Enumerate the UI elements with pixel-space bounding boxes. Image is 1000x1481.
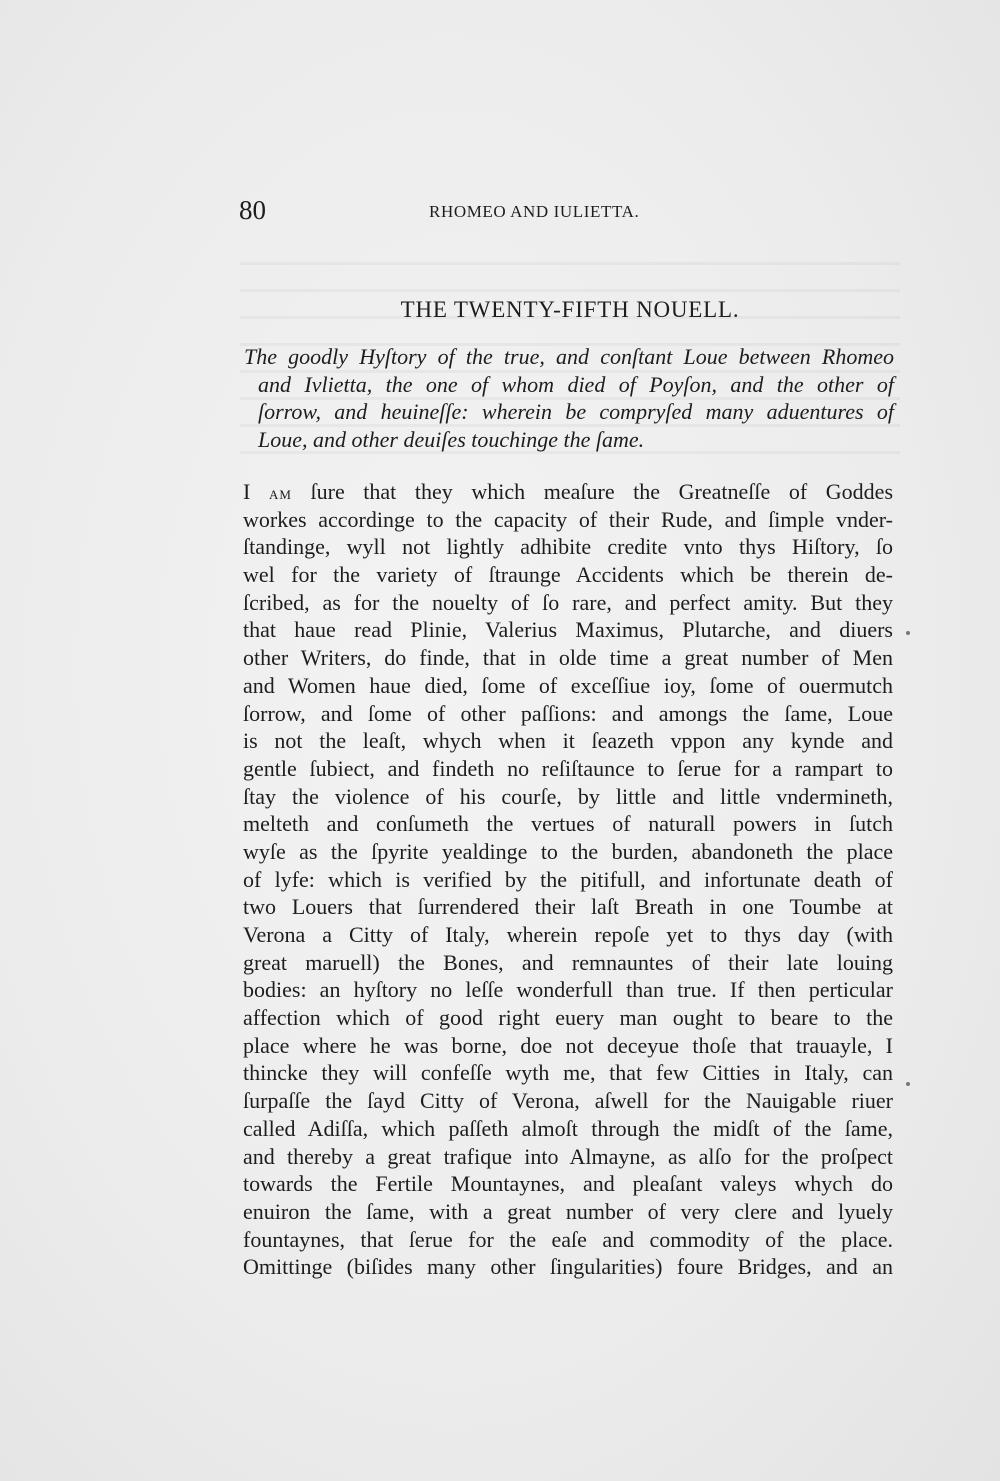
body-line: workes accordinge to the capacity of their Rude, and ſimple vnder- xyxy=(243,506,893,532)
body-line: melteth and conſumeth the vertues of naturall powers in ſutch xyxy=(243,811,893,837)
margin-speck xyxy=(906,631,910,635)
body-line: ſtay the violence of his courſe, by little and little vndermineth, xyxy=(243,783,893,809)
body-line: other Writers, do finde, that in olde time a great number of Men xyxy=(243,645,893,671)
body-line: that haue read Plinie, Valerius Maximus, Plutarche, and diuers xyxy=(243,617,893,643)
body-line: ſtandinge, wyll not lightly adhibite credite vnto thys Hiſtory, ſo xyxy=(243,534,893,560)
body-line: bodies: an hyſtory no leſſe wonderfull than true. If then perticular xyxy=(243,977,893,1003)
running-head: RHOMEO AND IULIETTA. xyxy=(429,202,640,221)
body-line: and Women haue died, ſome of exceſſiue ioy, ſome of ouermutch xyxy=(243,672,893,698)
margin-speck xyxy=(906,1082,910,1086)
argument-line: ſorrow, and heuineſſe: wherein be compryſed many aduentures of xyxy=(258,399,894,424)
argument-line: Loue, and other deuiſes touchinge the ſame. xyxy=(258,426,645,452)
body-line: ſcribed, as for the nouelty of ſo rare, and perfect amity. But they xyxy=(243,589,893,615)
body-line: wyſe as the ſpyrite yealdinge to the burden, abandoneth the place xyxy=(243,838,893,864)
body-line: thincke they will confeſſe wyth me, that few Citties in Italy, can xyxy=(243,1060,893,1086)
body-line: fountaynes, that ſerue for the eaſe and commodity of the place. xyxy=(243,1226,893,1252)
body-line: Omittinge (biſides many other ſingularities) foure Bridges, and an xyxy=(243,1254,893,1280)
body-line: towards the Fertile Mountaynes, and pleaſant valeys whych do xyxy=(243,1171,893,1197)
argument-line: The goodly Hyſtory of the true, and conſtant Loue between Rhomeo xyxy=(244,344,894,369)
body-line: is not the leaſt, whych when it ſeazeth vppon any kynde and xyxy=(243,728,893,754)
chapter-argument xyxy=(244,343,904,453)
chapter-title: THE TWENTY-FIFTH NOUELL. xyxy=(400,297,740,322)
small-caps-word: am xyxy=(268,483,292,504)
body-line: gentle ſubiect, and findeth no reſiſtaunce to ſerue for a rampart to xyxy=(243,755,893,781)
body-line: of lyfe: which is verified by the pitifull, and infortunate death of xyxy=(243,866,893,892)
page-number: 80 xyxy=(239,195,266,225)
body-line: great maruell) the Bones, and remnauntes of their late louing xyxy=(243,949,893,975)
drop-initial: I xyxy=(243,479,251,504)
body-line: called Adiſſa, which paſſeth almoſt through the midſt of the ſame, xyxy=(243,1115,893,1141)
body-line: ſorrow, and ſome of other paſſions: and amongs the ſame, Loue xyxy=(243,700,893,726)
body-line: ſurpaſſe the ſayd Citty of Verona, aſwell for the Nauigable riuer xyxy=(243,1088,893,1114)
first-line-text: ſure that they which meaſure the Greatneſſe of Goddes xyxy=(310,479,894,504)
body-line: place where he was borne, doe not deceyue thoſe that trauayle, I xyxy=(243,1032,893,1058)
body-line: affection which of good right euery man ought to beare to the xyxy=(243,1005,893,1031)
body-text xyxy=(243,478,903,1281)
body-line: and thereby a great trafique into Almayne, as alſo for the proſpect xyxy=(243,1143,893,1169)
body-line: Verona a Citty of Italy, wherein repoſe yet to thys day (with xyxy=(243,922,893,947)
argument-line: and Ivlietta, the one of whom died of Poyſon, and the other of xyxy=(258,371,894,397)
body-line: wel for the variety of ſtraunge Accidents which be therein de- xyxy=(243,562,893,588)
body-line: two Louers that ſurrendered their laſt Breath in one Toumbe at xyxy=(243,894,893,920)
body-line: enuiron the ſame, with a great number of very clere and lyuely xyxy=(243,1198,893,1224)
body-first-line xyxy=(243,478,893,506)
page-header xyxy=(239,190,939,230)
